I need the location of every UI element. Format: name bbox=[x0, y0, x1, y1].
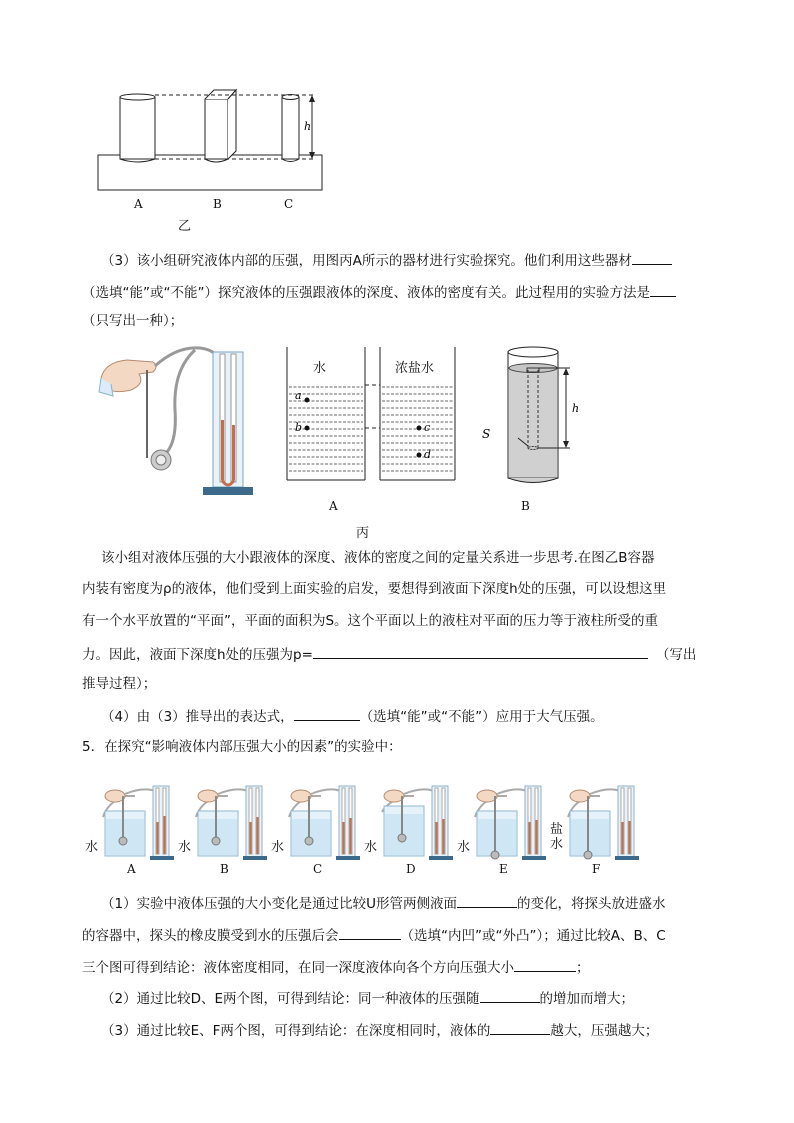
fig5-panel-label: A bbox=[127, 862, 136, 876]
fig5-panel-label: E bbox=[499, 862, 508, 876]
fig5-panel-label: C bbox=[313, 862, 323, 876]
q3-blank-1[interactable] bbox=[632, 250, 672, 265]
q5-title: 5．在探究“影响液体内部压强大小的因素”的实验中： bbox=[82, 739, 402, 755]
fig-yi-label-b: B bbox=[213, 197, 222, 211]
fig5-panel-b bbox=[178, 782, 278, 877]
sub3-blank[interactable] bbox=[490, 1020, 550, 1035]
sub1-blank-3[interactable] bbox=[514, 957, 576, 972]
q3-line3: （只写出一种）； bbox=[82, 313, 184, 329]
fig5-panel-e bbox=[457, 782, 557, 877]
point-b-label: b bbox=[295, 421, 303, 434]
fig5-apparatus bbox=[467, 782, 557, 862]
sub1-blank-1[interactable] bbox=[457, 893, 517, 908]
s-label: S bbox=[482, 427, 491, 441]
fig5-liquid-label: 水 bbox=[364, 840, 378, 855]
figure-bing-a-containers bbox=[282, 345, 462, 485]
fig5-panel-label: B bbox=[220, 862, 229, 876]
cyl-h-label: h bbox=[572, 402, 580, 415]
sub1-line3: 三个图可得到结论：液体密度相同，在同一深度液体向各个方向压强大小 ； bbox=[82, 957, 590, 977]
fig-bing-label-a: A bbox=[329, 499, 338, 513]
sub1-line2: 的容器中，探头的橡皮膜受到水的压强后会 （选填“内凹”或“外凸”）；通过比较A、B、C bbox=[82, 925, 666, 945]
q3-blank-2[interactable] bbox=[650, 282, 676, 297]
sub3-line: （3）通过比较E、F两个图，可得到结论：在深度相同时，液体的 越大，压强越大； bbox=[101, 1020, 658, 1040]
fig5-panel-d bbox=[364, 782, 464, 877]
fig5-apparatus bbox=[95, 782, 185, 862]
para-line1: 该小组对液体压强的大小跟液体的深度、液体的密度之间的定量关系进一步思考.在图乙B容器 bbox=[101, 550, 655, 566]
figure-bing-b-cylinder bbox=[480, 340, 590, 490]
vessel-c-cylinder bbox=[282, 95, 299, 162]
fig5-liquid-label: 水 bbox=[271, 840, 285, 855]
vessel-a-cylinder bbox=[120, 94, 155, 162]
para-line2: 内装有密度为ρ的液体，他们受到上面实验的启发，要想得到液面下深度h处的压强，可以设想这里 bbox=[82, 581, 667, 597]
sub2-line: （2）通过比较D、E两个图，可得到结论：同一种液体的压强随 的增加而增大； bbox=[101, 988, 634, 1008]
fig-bing-label-b: B bbox=[521, 499, 530, 513]
point-a-label: a bbox=[295, 389, 302, 402]
vessel-b-prism bbox=[205, 90, 236, 162]
fig-yi-label-c: C bbox=[284, 197, 294, 211]
fig5-panel-label: D bbox=[406, 862, 416, 876]
fig5-apparatus bbox=[374, 782, 464, 862]
figure-bing-a-manometer bbox=[95, 340, 255, 500]
para-line3: 有一个水平放置的“平面”，平面的面积为S。这个平面以上的液柱对平面的压力等于液柱所受的重 bbox=[82, 613, 659, 629]
sub2-blank[interactable] bbox=[480, 988, 540, 1003]
fig5-liquid-label: 水 bbox=[457, 840, 471, 855]
fig5-panel-f bbox=[550, 782, 650, 877]
point-d-label: d bbox=[424, 448, 432, 461]
q3-line1: （3）该小组研究液体内部的压强，用图丙A所示的器材进行实验探究。他们利用这些器材 bbox=[101, 250, 672, 270]
fig5-panel-c bbox=[271, 782, 371, 877]
fig5-liquid-label: 水 bbox=[85, 840, 99, 855]
q4-blank[interactable] bbox=[294, 706, 360, 721]
fig5-apparatus bbox=[560, 782, 650, 862]
fig5-row bbox=[85, 782, 655, 877]
water-label: 水 bbox=[313, 361, 327, 376]
fig5-panel-label: F bbox=[592, 862, 601, 876]
fig5-apparatus bbox=[281, 782, 371, 862]
figure-yi bbox=[90, 85, 340, 235]
fig5-liquid-label: 盐 水 bbox=[550, 822, 564, 852]
fig5-liquid-label: 水 bbox=[178, 840, 192, 855]
para-line5: 推导过程）； bbox=[82, 676, 157, 692]
point-c-label: c bbox=[424, 421, 431, 434]
brine-label: 浓盐水 bbox=[395, 361, 435, 376]
sub1-line1: （1）实验中液体压强的大小变化是通过比较U形管两侧液面 的变化，将探头放进盛水 bbox=[101, 893, 665, 913]
q4-line: （4）由（3）推导出的表达式， （选填“能”或“不能”）应用于大气压强。 bbox=[101, 706, 604, 726]
fig5-apparatus bbox=[188, 782, 278, 862]
fig5-panel-a bbox=[85, 782, 185, 877]
pressure-blank[interactable] bbox=[313, 644, 648, 659]
sub1-blank-2[interactable] bbox=[339, 925, 401, 940]
fig-yi-label-a: A bbox=[134, 197, 143, 211]
fig-yi-caption: 乙 bbox=[178, 219, 192, 234]
para-line4: 力。因此，液面下深度h处的压强为p= （写出 bbox=[82, 644, 696, 664]
h-label: h bbox=[304, 120, 312, 133]
fig-bing-caption: 丙 bbox=[356, 526, 370, 541]
q3-line2: （选填“能”或“不能”）探究液体的压强跟液体的深度、液体的密度有关。此过程用的实验方法是 bbox=[82, 282, 676, 302]
